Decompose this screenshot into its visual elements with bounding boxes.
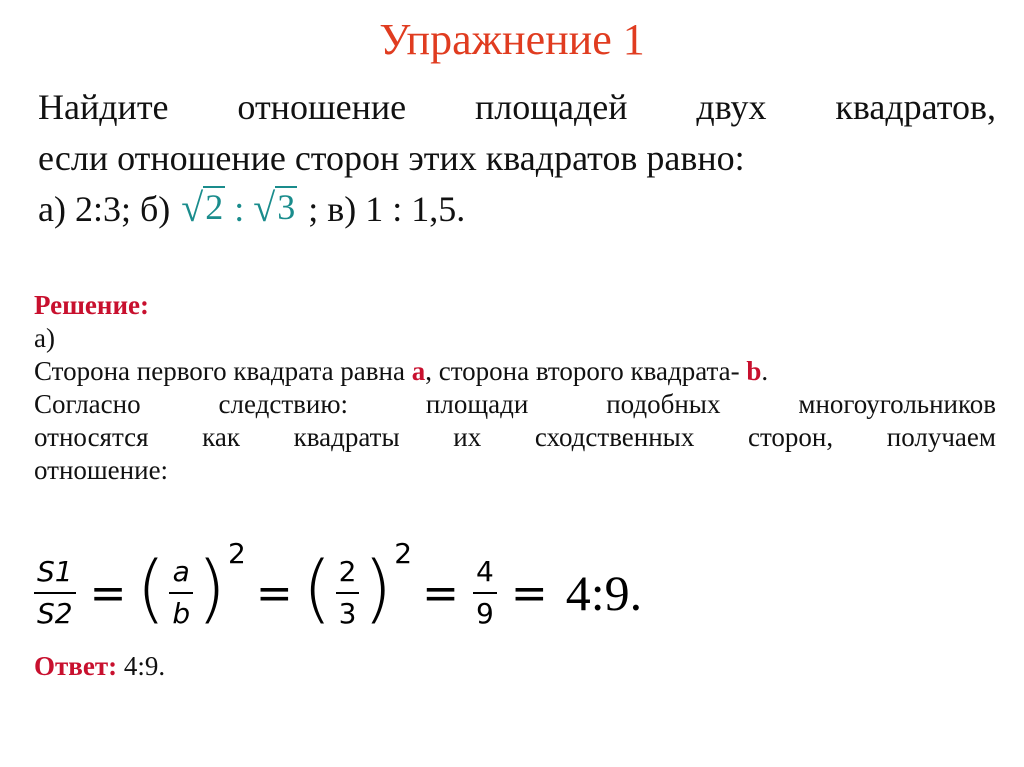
fraction-s1-s2 [34, 555, 76, 631]
equals-sign: = [255, 567, 293, 619]
sqrt-ratio [181, 185, 306, 230]
fraction-4-9 [473, 555, 497, 631]
answer-line [34, 650, 165, 683]
radical-icon: √ [181, 185, 204, 230]
options-a-b-label: а) 2:3; б) [38, 189, 171, 229]
variable-a: a [411, 356, 426, 386]
solution-word: сходственных [534, 422, 695, 452]
solution-word: Согласно [34, 389, 141, 419]
problem-word: Найдите [38, 87, 169, 127]
area-ratio-formula [30, 538, 642, 648]
fraction-2-3 [336, 555, 360, 631]
variable-b: b [746, 356, 762, 386]
solution-line-3 [34, 421, 996, 454]
solution-heading: Решение: [34, 290, 149, 320]
fraction-bar [169, 592, 193, 594]
fraction-bar [336, 592, 360, 594]
problem-line-3 [38, 184, 996, 235]
problem-statement [38, 82, 996, 235]
solution-line-1 [34, 355, 996, 388]
problem-word: отношение [237, 87, 407, 127]
solution-line-4: отношение: [34, 455, 169, 485]
sqrt-2 [181, 186, 225, 228]
ratio-colon: : [234, 189, 245, 229]
denominator-3: 3 [338, 597, 357, 630]
solution-text: Сторона первого квадрата равна [34, 356, 405, 386]
numerator-2: 2 [338, 555, 357, 588]
solution-word: сторон, [747, 422, 834, 452]
right-paren-icon: ) [363, 546, 393, 632]
radicand-3: 3 [277, 187, 296, 228]
denominator-s2: S2 [37, 597, 73, 630]
solution-word: относятся [34, 422, 149, 452]
option-c-label: ; в) 1 : 1,5. [308, 189, 466, 229]
solution-text: . [761, 356, 769, 386]
equals-sign: = [89, 567, 127, 619]
radicand-2: 2 [205, 187, 224, 228]
solution-word: квадраты [293, 422, 400, 452]
sqrt-3 [253, 186, 297, 228]
solution-block [34, 289, 996, 487]
problem-line-1 [38, 82, 996, 133]
left-paren-icon: ( [302, 546, 332, 632]
problem-line-2: если отношение сторон этих квадратов равно: [38, 138, 745, 178]
problem-word: квадратов, [835, 87, 996, 127]
right-paren-icon: ) [197, 546, 226, 632]
equals-sign: = [422, 567, 459, 619]
exponent: 2 [394, 536, 413, 570]
solution-word: следствию: [218, 389, 348, 419]
denominator-9: 9 [475, 597, 494, 630]
solution-word: многоугольников [798, 389, 996, 419]
solution-word: получаем [886, 422, 996, 452]
radical-icon: √ [253, 185, 276, 230]
solution-text: , сторона второго квадрата- [425, 356, 740, 386]
answer-label: Ответ: [34, 651, 118, 681]
answer-value: 4:9. [123, 651, 166, 681]
denominator-b: b [172, 597, 191, 630]
numerator-s1: S1 [37, 555, 73, 588]
formula-result: 4:9. [565, 565, 643, 621]
exponent: 2 [228, 536, 246, 570]
solution-word: площади [425, 389, 529, 419]
problem-word: двух [696, 87, 767, 127]
problem-word: площадей [475, 87, 628, 127]
fraction-bar [34, 592, 76, 594]
fraction-bar [473, 592, 497, 594]
solution-word: как [202, 422, 240, 452]
solution-word: подобных [606, 389, 721, 419]
equals-sign: = [510, 567, 548, 619]
solution-line-2 [34, 388, 996, 421]
left-paren-icon: ( [136, 546, 166, 632]
solution-item-label: а) [34, 323, 55, 353]
slide-title: Упражнение 1 [379, 15, 645, 64]
numerator-a: a [172, 555, 190, 588]
solution-word: их [453, 422, 482, 452]
numerator-4: 4 [475, 555, 494, 588]
fraction-a-b [169, 555, 193, 631]
